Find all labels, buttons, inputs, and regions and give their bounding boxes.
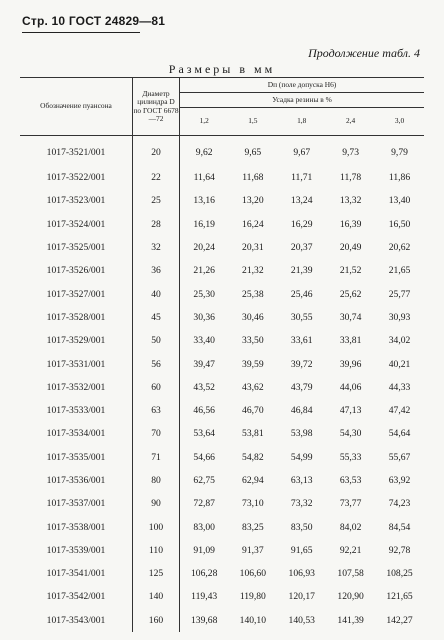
header-shrink-value: 2,4 bbox=[326, 108, 375, 136]
cylinder-diameter-cell: 45 bbox=[133, 306, 180, 329]
cylinder-diameter-cell: 36 bbox=[133, 259, 180, 282]
cylinder-diameter-cell: 71 bbox=[133, 446, 180, 469]
header-rubber-shrinkage: Усадка резины в % bbox=[180, 93, 425, 108]
dp-value-cell: 16,29 bbox=[290, 218, 313, 230]
table-row bbox=[20, 282, 424, 305]
dp-value-cell: 21,32 bbox=[242, 265, 264, 277]
cylinder-diameter-cell: 56 bbox=[133, 352, 180, 375]
header-shrink-value: 3,0 bbox=[375, 108, 424, 136]
dp-value-cell: 25,30 bbox=[193, 288, 215, 300]
dp-value-cell: 63,92 bbox=[388, 475, 411, 486]
cylinder-diameter-cell: 63 bbox=[133, 399, 180, 422]
page-header: Стр. 10 ГОСТ 24829—81 bbox=[22, 14, 166, 28]
dp-value-cell: 20,37 bbox=[290, 242, 313, 254]
cylinder-diameter-cell: 90 bbox=[133, 492, 180, 515]
data-table bbox=[20, 77, 424, 632]
dp-value-cell: 106,93 bbox=[288, 568, 315, 580]
cylinder-diameter-cell: 100 bbox=[133, 515, 180, 538]
dp-value-cell: 44,06 bbox=[339, 381, 362, 393]
dp-value-cell: 83,50 bbox=[290, 521, 313, 533]
dp-value-cell: 53,81 bbox=[242, 428, 264, 440]
dp-value-cell: 13,16 bbox=[193, 195, 215, 207]
dp-value-cell: 54,99 bbox=[290, 451, 313, 463]
dp-value-cell: 73,77 bbox=[339, 498, 362, 510]
header-designation: Обозначение пуансона bbox=[20, 78, 133, 136]
dp-value-cell: 106,60 bbox=[239, 568, 267, 580]
dp-value-cell: 9,73 bbox=[342, 147, 360, 158]
dp-value-cell: 21,52 bbox=[339, 265, 362, 277]
punch-designation-cell: 1017-3525/001 bbox=[20, 236, 133, 259]
dp-value-cell: 120,17 bbox=[288, 591, 315, 603]
table-row bbox=[20, 166, 424, 189]
dp-value-cell: 54,30 bbox=[339, 428, 362, 440]
dp-value-cell: 43,52 bbox=[193, 381, 215, 393]
header-underline bbox=[22, 32, 140, 33]
dp-value-cell: 21,26 bbox=[193, 265, 215, 277]
dp-value-cell: 13,24 bbox=[290, 195, 313, 207]
dp-value-cell: 140,53 bbox=[288, 614, 315, 626]
dp-value-cell: 53,98 bbox=[290, 428, 313, 440]
dp-value-cell: 73,10 bbox=[242, 498, 264, 510]
dp-value-cell: 84,54 bbox=[388, 521, 411, 533]
dp-value-cell: 91,37 bbox=[242, 544, 264, 556]
dp-value-cell: 108,25 bbox=[386, 568, 413, 580]
dp-value-cell: 33,81 bbox=[339, 335, 362, 347]
table-continuation-note: Продолжение табл. 4 bbox=[308, 46, 420, 60]
cylinder-diameter-cell: 50 bbox=[133, 329, 180, 352]
dp-value-cell: 46,70 bbox=[242, 405, 264, 417]
dp-value-cell: 83,00 bbox=[193, 521, 215, 533]
dp-value-cell: 16,19 bbox=[193, 218, 215, 230]
dp-value-cell: 142,27 bbox=[386, 614, 413, 626]
dp-value-cell: 140,10 bbox=[239, 614, 267, 626]
dp-value-cell: 72,87 bbox=[193, 498, 215, 510]
dp-value-cell: 16,50 bbox=[388, 218, 411, 230]
dp-value-cell: 20,62 bbox=[388, 242, 411, 254]
dp-value-cell: 25,62 bbox=[339, 288, 362, 300]
dp-value-cell: 43,62 bbox=[242, 381, 264, 393]
header-shrink-value: 1,5 bbox=[228, 108, 277, 136]
table-row bbox=[20, 236, 424, 259]
cylinder-diameter-cell: 32 bbox=[133, 236, 180, 259]
dp-value-cell: 43,79 bbox=[290, 381, 313, 393]
punch-designation-cell: 1017-3522/001 bbox=[20, 166, 133, 189]
punch-designation-cell: 1017-3533/001 bbox=[20, 399, 133, 422]
dp-value-cell: 21,65 bbox=[388, 265, 411, 277]
dp-value-cell: 25,38 bbox=[242, 288, 264, 300]
punch-designation-cell: 1017-3532/001 bbox=[20, 376, 133, 399]
table-row bbox=[20, 189, 424, 212]
dp-value-cell: 11,71 bbox=[291, 172, 313, 184]
punch-designation-cell: 1017-3537/001 bbox=[20, 492, 133, 515]
punch-designation-cell: 1017-3527/001 bbox=[20, 282, 133, 305]
cylinder-diameter-cell: 160 bbox=[133, 609, 180, 632]
table-row bbox=[20, 422, 424, 445]
dp-value-cell: 30,46 bbox=[242, 311, 264, 323]
punch-designation-cell: 1017-3523/001 bbox=[20, 189, 133, 212]
punch-designation-cell: 1017-3542/001 bbox=[20, 585, 133, 608]
dp-value-cell: 11,64 bbox=[193, 172, 215, 184]
dp-value-cell: 83,25 bbox=[242, 521, 264, 533]
dp-value-cell: 9,62 bbox=[195, 147, 213, 158]
punch-designation-cell: 1017-3524/001 bbox=[20, 213, 133, 236]
dp-value-cell: 53,64 bbox=[193, 428, 215, 440]
dp-value-cell: 91,65 bbox=[290, 544, 313, 556]
dp-value-cell: 20,31 bbox=[242, 242, 264, 254]
punch-designation-cell: 1017-3521/001 bbox=[20, 136, 133, 167]
dp-value-cell: 30,74 bbox=[339, 311, 362, 323]
table-body bbox=[20, 136, 424, 632]
table-row bbox=[20, 562, 424, 585]
header-dp-tolerance: Dп (поле допуска H6) bbox=[180, 78, 425, 93]
header-shrink-value: 1,8 bbox=[277, 108, 326, 136]
dp-value-cell: 13,32 bbox=[339, 195, 362, 207]
punch-designation-cell: 1017-3534/001 bbox=[20, 422, 133, 445]
table-row bbox=[20, 352, 424, 375]
punch-designation-cell: 1017-3526/001 bbox=[20, 259, 133, 282]
punch-designation-cell: 1017-3541/001 bbox=[20, 562, 133, 585]
dp-value-cell: 39,47 bbox=[193, 358, 215, 370]
cylinder-diameter-cell: 28 bbox=[133, 213, 180, 236]
punch-designation-cell: 1017-3543/001 bbox=[20, 609, 133, 632]
table-row bbox=[20, 376, 424, 399]
dp-value-cell: 73,32 bbox=[290, 498, 313, 510]
dp-value-cell: 92,21 bbox=[339, 544, 362, 556]
dp-value-cell: 54,64 bbox=[388, 428, 411, 440]
dp-value-cell: 62,94 bbox=[242, 475, 264, 486]
table-row bbox=[20, 609, 424, 632]
dp-value-cell: 9,67 bbox=[293, 147, 311, 158]
dp-value-cell: 33,40 bbox=[193, 335, 215, 347]
cylinder-diameter-cell: 70 bbox=[133, 422, 180, 445]
dp-value-cell: 119,43 bbox=[191, 591, 218, 603]
dp-value-cell: 63,53 bbox=[339, 475, 362, 486]
table-row bbox=[20, 446, 424, 469]
dp-value-cell: 55,67 bbox=[388, 451, 411, 463]
dp-value-cell: 141,39 bbox=[337, 614, 364, 626]
punch-designation-cell: 1017-3528/001 bbox=[20, 306, 133, 329]
dp-value-cell: 44,33 bbox=[388, 381, 411, 393]
cylinder-diameter-cell: 20 bbox=[133, 136, 180, 167]
dp-value-cell: 39,96 bbox=[339, 358, 362, 370]
table-row bbox=[20, 329, 424, 352]
dp-value-cell: 40,21 bbox=[388, 358, 411, 370]
dp-value-cell: 139,68 bbox=[191, 614, 218, 626]
dp-value-cell: 11,86 bbox=[388, 172, 411, 184]
table-row bbox=[20, 539, 424, 562]
punch-designation-cell: 1017-3531/001 bbox=[20, 352, 133, 375]
cylinder-diameter-cell: 40 bbox=[133, 282, 180, 305]
dp-value-cell: 34,02 bbox=[388, 335, 411, 347]
dp-value-cell: 107,58 bbox=[337, 568, 364, 580]
cylinder-diameter-cell: 140 bbox=[133, 585, 180, 608]
dp-value-cell: 16,39 bbox=[339, 218, 362, 230]
dp-value-cell: 20,24 bbox=[193, 242, 215, 254]
dp-value-cell: 91,09 bbox=[193, 544, 215, 556]
dp-value-cell: 39,72 bbox=[290, 358, 313, 370]
table-row bbox=[20, 492, 424, 515]
dp-value-cell: 30,55 bbox=[290, 311, 313, 323]
dp-value-cell: 9,79 bbox=[391, 147, 408, 158]
dp-value-cell: 11,78 bbox=[340, 172, 362, 184]
dp-value-cell: 55,33 bbox=[339, 451, 362, 463]
dp-value-cell: 13,40 bbox=[388, 195, 411, 207]
dp-value-cell: 11,68 bbox=[242, 172, 264, 184]
punch-designation-cell: 1017-3539/001 bbox=[20, 539, 133, 562]
dp-value-cell: 46,56 bbox=[193, 405, 215, 417]
dp-value-cell: 46,84 bbox=[290, 405, 313, 417]
dp-value-cell: 39,59 bbox=[242, 358, 264, 370]
dp-value-cell: 47,42 bbox=[388, 405, 411, 417]
dp-value-cell: 25,46 bbox=[290, 288, 313, 300]
table-row bbox=[20, 399, 424, 422]
sizes-caption: Размеры в мм bbox=[168, 62, 276, 76]
dp-value-cell: 54,66 bbox=[193, 451, 215, 463]
dp-value-cell: 119,80 bbox=[239, 591, 266, 603]
punch-designation-cell: 1017-3529/001 bbox=[20, 329, 133, 352]
dp-value-cell: 33,50 bbox=[242, 335, 264, 347]
dp-value-cell: 25,77 bbox=[388, 288, 411, 300]
dp-value-cell: 62,75 bbox=[193, 475, 215, 486]
dp-value-cell: 9,65 bbox=[244, 147, 262, 158]
table-row bbox=[20, 585, 424, 608]
dp-value-cell: 120,90 bbox=[337, 591, 364, 603]
table-row bbox=[20, 259, 424, 282]
punch-designation-cell: 1017-3535/001 bbox=[20, 446, 133, 469]
header-diameter: Диаметр цилиндра D по ГОСТ 6678—72 bbox=[133, 78, 180, 136]
dp-value-cell: 63,13 bbox=[290, 475, 313, 486]
cylinder-diameter-cell: 110 bbox=[133, 539, 180, 562]
table-row bbox=[20, 306, 424, 329]
cylinder-diameter-cell: 22 bbox=[133, 166, 180, 189]
cylinder-diameter-cell: 25 bbox=[133, 189, 180, 212]
table-row bbox=[20, 469, 424, 492]
dp-value-cell: 20,49 bbox=[339, 242, 362, 254]
dp-value-cell: 121,65 bbox=[386, 591, 413, 603]
dp-value-cell: 16,24 bbox=[242, 218, 264, 230]
header-shrink-value: 1,2 bbox=[180, 108, 229, 136]
table-row bbox=[20, 136, 424, 167]
dp-value-cell: 21,39 bbox=[290, 265, 313, 277]
dp-value-cell: 84,02 bbox=[339, 521, 362, 533]
dp-value-cell: 92,78 bbox=[388, 544, 411, 556]
table-row bbox=[20, 515, 424, 538]
punch-designation-cell: 1017-3536/001 bbox=[20, 469, 133, 492]
cylinder-diameter-cell: 60 bbox=[133, 376, 180, 399]
dp-value-cell: 33,61 bbox=[290, 335, 313, 347]
punch-designation-cell: 1017-3538/001 bbox=[20, 515, 133, 538]
dp-value-cell: 13,20 bbox=[242, 195, 264, 207]
dp-value-cell: 30,93 bbox=[388, 311, 411, 323]
dp-value-cell: 47,13 bbox=[339, 405, 362, 417]
dp-value-cell: 106,28 bbox=[191, 568, 218, 580]
cylinder-diameter-cell: 125 bbox=[133, 562, 180, 585]
table-row bbox=[20, 213, 424, 236]
dp-value-cell: 30,36 bbox=[193, 311, 215, 323]
dp-value-cell: 74,23 bbox=[388, 498, 411, 510]
dp-value-cell: 54,82 bbox=[242, 451, 264, 463]
cylinder-diameter-cell: 80 bbox=[133, 469, 180, 492]
